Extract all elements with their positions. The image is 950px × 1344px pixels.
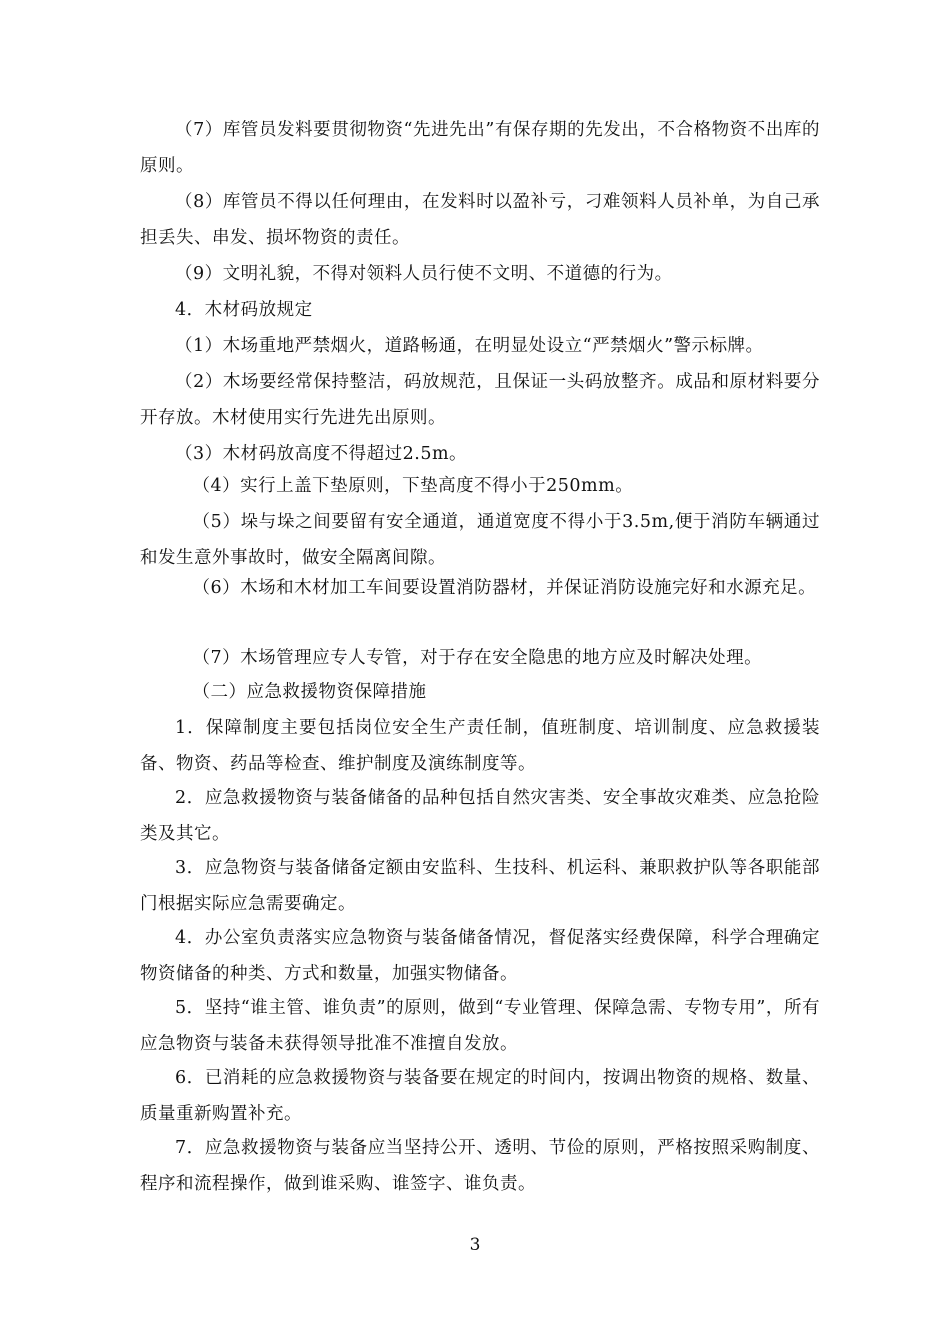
paragraph-15: 3．应急物资与装备储备定额由安监科、生技科、机运科、兼职救护队等各职能部门根据实际应急需要确定。 bbox=[140, 858, 820, 914]
paragraph-11: （7）木场管理应专人专管，对于存在安全隐患的地方应及时解决处理。 bbox=[192, 648, 763, 668]
page-number: 3 bbox=[469, 1235, 481, 1255]
paragraph-9: （5）垛与垛之间要留有安全通道，通道宽度不得小于3.5m,便于消防车辆通过和发生意外事故时，做安全隔离间隙。 bbox=[140, 512, 820, 568]
paragraph-17: 5．坚持“谁主管、谁负责”的原则，做到“专业管理、保障急需、专物专用”，所有应急物资与装备未获得领导批准不准擅自发放。 bbox=[140, 998, 820, 1054]
paragraph-6: （2）木场要经常保持整洁，码放规范，且保证一头码放整齐。成品和原材料要分开存放。木材使用实行先进先出原则。 bbox=[140, 372, 820, 428]
paragraph-1: （7）库管员发料要贯彻物资“先进先出”有保存期的先发出，不合格物资不出库的原则。 bbox=[140, 120, 820, 176]
paragraph-13: 1．保障制度主要包括岗位安全生产责任制，值班制度、培训制度、应急救援装备、物资、药品等检查、维护制度及演练制度等。 bbox=[140, 718, 820, 774]
paragraph-18: 6．已消耗的应急救援物资与装备要在规定的时间内，按调出物资的规格、数量、质量重新购置补充。 bbox=[140, 1068, 820, 1124]
paragraph-8: （4）实行上盖下垫原则，下垫高度不得小于250mm。 bbox=[192, 476, 634, 496]
paragraph-3: （9）文明礼貌，不得对领料人员行使不文明、不道德的行为。 bbox=[175, 264, 673, 284]
paragraph-2: （8）库管员不得以任何理由，在发料时以盈补亏，刁难领料人员补单，为自己承担丢失、串发、损坏物资的责任。 bbox=[140, 192, 820, 248]
paragraph-14: 2．应急救援物资与装备储备的品种包括自然灾害类、安全事故灾难类、应急抢险类及其它。 bbox=[140, 788, 820, 844]
paragraph-19: 7．应急救援物资与装备应当坚持公开、透明、节俭的原则，严格按照采购制度、程序和流程操作，做到谁采购、谁签字、谁负责。 bbox=[140, 1138, 820, 1194]
paragraph-7: （3）木材码放高度不得超过2.5m。 bbox=[175, 444, 468, 464]
paragraph-5: （1）木场重地严禁烟火，道路畅通，在明显处设立“严禁烟火”警示标牌。 bbox=[175, 336, 764, 356]
section-heading-wood-stacking: 4．木材码放规定 bbox=[175, 300, 313, 320]
section-heading-emergency-supplies: （二）应急救援物资保障措施 bbox=[192, 682, 427, 702]
paragraph-16: 4．办公室负责落实应急物资与装备储备情况，督促落实经费保障，科学合理确定物资储备的种类、方式和数量，加强实物储备。 bbox=[140, 928, 820, 984]
paragraph-10: （6）木场和木材加工车间要设置消防器材，并保证消防设施完好和水源充足。 bbox=[192, 578, 817, 598]
